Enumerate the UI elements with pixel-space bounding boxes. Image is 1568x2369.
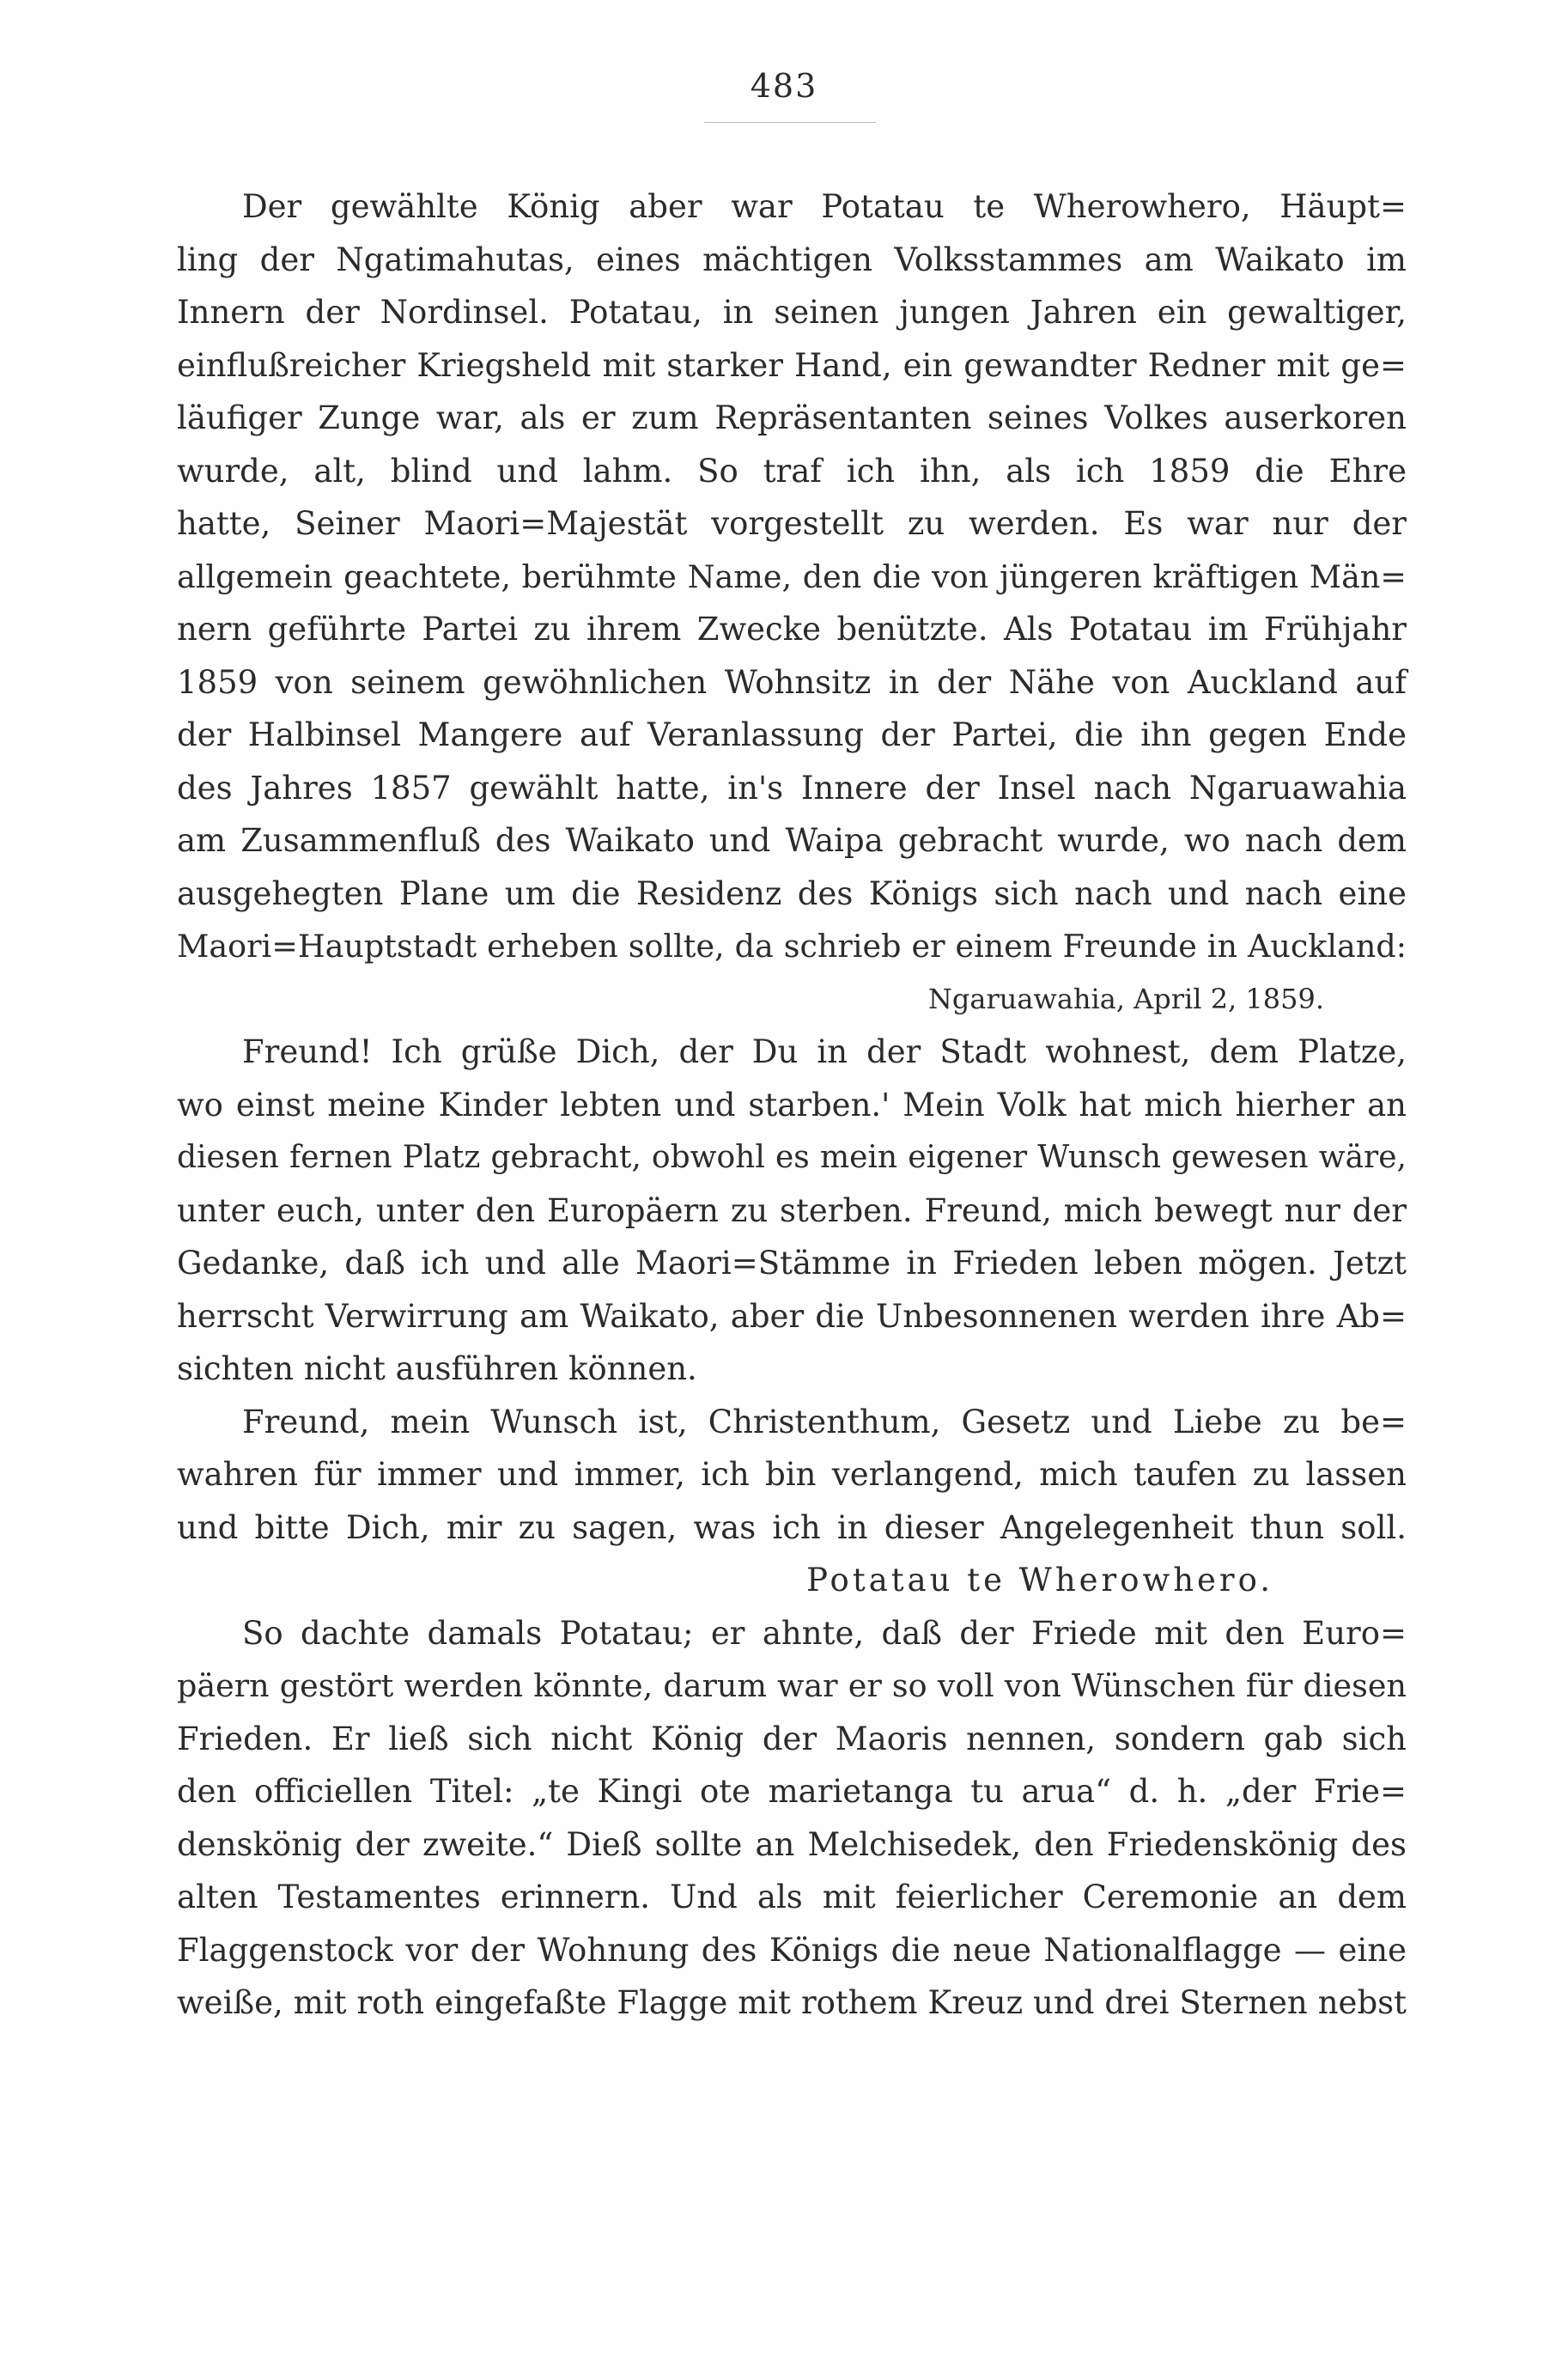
text-line: unter euch, unter den Europäern zu sterben. Freund, mich bewegt nur der: [177, 1191, 1407, 1229]
text-line: päern gestört werden könnte, darum war er so voll von Wünschen für diesen: [177, 1667, 1407, 1704]
text-line: Frieden. Er ließ sich nicht König der Maoris nennen, sondern gab sich: [177, 1720, 1407, 1757]
text-line: So dachte damals Potatau; er ahnte, daß der Friede mit den Euro=: [242, 1614, 1407, 1652]
text-line: den officiellen Titel: „te Kingi ote marietanga tu arua“ d. h. „der Frie=: [177, 1773, 1407, 1810]
body-text: [177, 180, 1407, 2030]
signature-line: Potatau te Wherowhero.: [806, 1562, 1273, 1599]
text-line: der Halbinsel Mangere auf Veranlassung der Partei, die ihn gegen Ende: [177, 716, 1407, 753]
text-line: allgemein geachtete, berühmte Name, den die von jüngeren kräftigen Män=: [177, 557, 1407, 595]
text-line: Maori=Hauptstadt erheben sollte, da schrieb er einem Freunde in Auckland:: [177, 928, 1407, 965]
text-line: wo einst meine Kinder lebten und starben.' Mein Volk hat mich hierher an: [177, 1086, 1407, 1124]
text-line: nern geführte Partei zu ihrem Zwecke benützte. Als Potatau im Frühjahr: [177, 611, 1407, 648]
dateline: Ngaruawahia, April 2, 1859.: [927, 982, 1324, 1015]
text-line: und bitte Dich, mir zu sagen, was ich in dieser Angelegenheit thun soll.: [177, 1508, 1407, 1546]
text-line: Innern der Nordinsel. Potatau, in seinen jungen Jahren ein gewaltiger,: [177, 294, 1407, 331]
text-line: Freund! Ich grüße Dich, der Du in der Stadt wohnest, dem Platze,: [242, 1033, 1407, 1070]
text-line: Flaggenstock vor der Wohnung des Königs die neue Nationalflagge — eine: [177, 1931, 1407, 1969]
text-line: weiße, mit roth eingefaßte Flagge mit rothem Kreuz und drei Sternen nebst: [177, 1984, 1407, 2021]
text-line: Gedanke, daß ich und alle Maori=Stämme in Frieden leben mögen. Jetzt: [177, 1245, 1407, 1282]
text-line: wahren für immer und immer, ich bin verlangend, mich taufen zu lassen: [177, 1456, 1407, 1493]
text-line: Der gewählte König aber war Potatau te Wherowhero, Häupt=: [242, 188, 1407, 225]
page-number: 483: [750, 67, 818, 105]
text-line: am Zusammenfluß des Waikato und Waipa gebracht wurde, wo nach dem: [177, 822, 1407, 859]
text-line: hatte, Seiner Maori=Majestät vorgestellt zu werden. Es war nur der: [177, 505, 1407, 542]
text-line: Freund, mein Wunsch ist, Christenthum, Gesetz und Liebe zu be=: [242, 1403, 1407, 1440]
text-line: ausgehegten Plane um die Residenz des Königs sich nach und nach eine: [177, 874, 1407, 912]
text-line: herrscht Verwirrung am Waikato, aber die Unbesonnenen werden ihre Ab=: [177, 1297, 1407, 1335]
text-line: denskönig der zweite.“ Dieß sollte an Melchisedek, den Friedenskönig des: [177, 1825, 1407, 1863]
text-line: des Jahres 1857 gewählt hatte, in's Innere der Insel nach Ngaruawahia: [177, 769, 1407, 807]
text-line: alten Testamentes erinnern. Und als mit feierlicher Ceremonie an dem: [177, 1879, 1407, 1915]
text-line: wurde, alt, blind und lahm. So traf ich ihn, als ich 1859 die Ehre: [177, 452, 1407, 490]
text-line: 1859 von seinem gewöhnlichen Wohnsitz in der Nähe von Auckland auf: [177, 663, 1407, 701]
header-rule: [704, 122, 876, 123]
text-line: sichten nicht ausführen können.: [177, 1350, 697, 1387]
text-line: ling der Ngatimahutas, eines mächtigen Volksstammes am Waikato im: [177, 241, 1407, 278]
text-line: läufiger Zunge war, als er zum Repräsentanten seines Volkes auserkoren: [177, 399, 1407, 436]
text-line: einflußreicher Kriegsheld mit starker Hand, ein gewandter Redner mit ge=: [177, 346, 1407, 384]
text-line: diesen fernen Platz gebracht, obwohl es mein eigener Wunsch gewesen wäre,: [177, 1140, 1407, 1175]
